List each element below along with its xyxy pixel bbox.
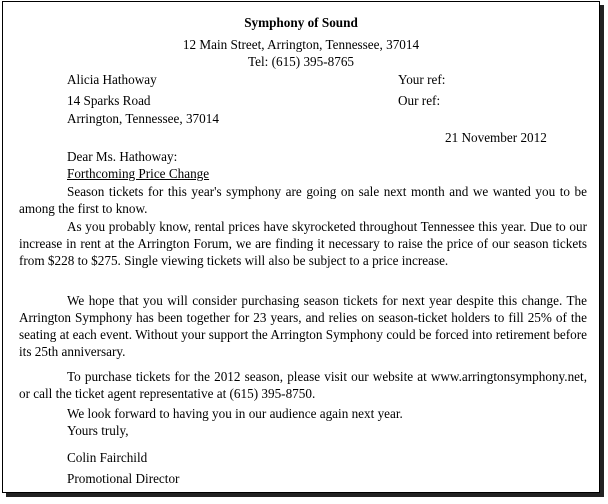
subject-line: Forthcoming Price Change: [67, 166, 210, 181]
org-telephone: Tel: (615) 395-8765: [247, 54, 355, 69]
your-ref-label: Your ref:: [398, 72, 446, 87]
body-paragraph-5: We look forward to having you in our audience again next year.: [67, 406, 403, 421]
body-paragraph-3: We hope that you will consider purchasing season tickets for next year despite this change. The Arrington Symphony has been together for 23 years, and relies on season-ticket holders to fill 25% of the seating at each event. Without your support the Arrington Symphony could be forced into retirement before its 25th anniversary.: [19, 293, 587, 359]
recipient-city: Arrington, Tennessee, 37014: [67, 111, 219, 126]
letter-date: 21 November 2012: [445, 130, 547, 145]
our-ref-label: Our ref:: [398, 93, 441, 108]
body-paragraph-2: As you probably know, rental prices have skyrocketed throughout Tennessee this year. Due to our increase in rent at the Arrington Forum, we are finding it necessary to raise the price of our season tickets from $228 to $275. Single viewing tickets will also be subject to a price increase.: [19, 219, 587, 268]
org-name: Symphony of Sound: [244, 15, 358, 30]
signer-name: Colin Fairchild: [67, 450, 148, 465]
closing: Yours truly,: [67, 423, 129, 438]
body-paragraph-1: Season tickets for this year's symphony are going on sale next month and we wanted you to be among the first to know.: [19, 184, 587, 216]
salutation: Dear Ms. Hathoway:: [67, 149, 178, 164]
letter-page: [2, 1, 600, 493]
org-address: 12 Main Street, Arrington, Tennessee, 37014: [182, 37, 420, 52]
body-paragraph-4: To purchase tickets for the 2012 season, please visit our website at www.arringtonsymphony.net, or call the ticket agent representative at (615) 395-8750.: [19, 369, 587, 401]
recipient-name: Alicia Hathoway: [67, 72, 157, 87]
signer-title: Promotional Director: [67, 471, 180, 486]
recipient-street: 14 Sparks Road: [67, 93, 151, 108]
